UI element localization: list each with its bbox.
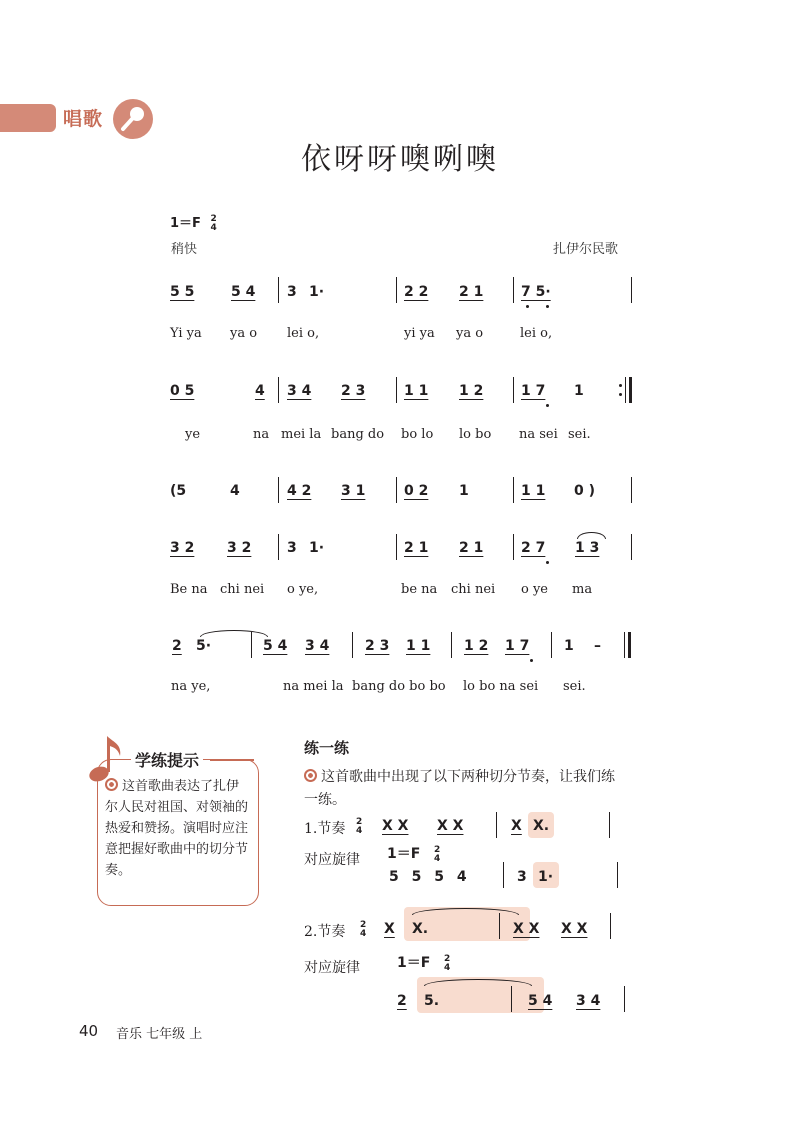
page-number: 40	[79, 1022, 99, 1040]
final-barline	[629, 377, 632, 403]
lyric: o ye,	[287, 582, 319, 597]
barline	[624, 632, 625, 658]
note-group: 2 3	[341, 383, 366, 399]
barline	[352, 632, 353, 658]
barline	[396, 277, 397, 303]
lyric: na ye,	[171, 679, 211, 694]
note-group: 3 4	[305, 638, 330, 654]
barline	[499, 913, 500, 939]
lyric: bang do	[331, 427, 385, 442]
lyric: sei.	[568, 427, 591, 442]
repeat-dot	[619, 393, 622, 396]
note-group: 1 1	[404, 383, 429, 399]
barline	[251, 632, 252, 658]
lyric: lo bo na sei	[463, 679, 539, 694]
note-group: 2 1	[404, 540, 429, 556]
time-bottom: 4	[360, 929, 367, 939]
barline	[625, 377, 626, 403]
lyric: lei o,	[520, 326, 553, 341]
low-octave-dot	[546, 305, 549, 308]
note-group: 1 7	[521, 383, 546, 399]
note: 1	[574, 383, 584, 399]
note-group: 5 4	[263, 638, 288, 654]
rhythm: X	[384, 921, 395, 937]
barline	[513, 377, 514, 403]
rhythm-label-2: 2.节奏	[304, 924, 346, 940]
low-octave-dot	[546, 404, 549, 407]
note: 0 5	[170, 383, 195, 399]
key: 1＝F	[387, 846, 421, 862]
lyric: lo bo	[459, 427, 492, 442]
lyric: be na	[401, 582, 438, 597]
note-group: 5 5	[170, 284, 195, 300]
composer: 扎伊尔民歌	[553, 242, 619, 257]
lyric: ya o	[230, 326, 258, 341]
lyric: na mei la	[283, 679, 344, 694]
lyric: na	[253, 427, 270, 442]
key: 1＝F	[397, 955, 431, 971]
barline	[451, 632, 452, 658]
lyric: o ye	[521, 582, 548, 597]
note: 0 )	[574, 483, 596, 499]
tips-divider	[210, 759, 254, 761]
note: 1	[564, 638, 574, 654]
note-group: 3 2	[170, 540, 195, 556]
lyric: na sei	[519, 427, 558, 442]
note-group: 2 7	[521, 540, 546, 556]
lyric: yi ya	[404, 326, 435, 341]
section-tab-bar	[0, 104, 56, 132]
section-label: 唱歌	[63, 108, 104, 130]
sustain-dash: –	[594, 638, 601, 654]
barline	[513, 277, 514, 303]
time-bottom: 4	[356, 826, 363, 836]
lyric: Yi ya	[170, 326, 202, 341]
time-signature	[356, 818, 362, 836]
lyric: bang do bo bo	[352, 679, 446, 694]
time-signature	[434, 846, 440, 864]
rhythm: X.	[533, 818, 550, 834]
tips-title: 学练提示	[131, 748, 203, 771]
melody-label-2: 对应旋律	[304, 960, 360, 976]
time-bottom: 4	[434, 854, 441, 864]
note-group: 1 2	[459, 383, 484, 399]
note-group: 1 3	[575, 540, 600, 556]
barline	[278, 534, 279, 560]
low-octave-dot	[546, 561, 549, 564]
time-top: 2	[360, 920, 367, 930]
barline	[631, 534, 632, 560]
lyric: ya o	[456, 326, 484, 341]
time-top: 2	[434, 845, 441, 855]
melody: 5 5 5 4	[389, 869, 467, 885]
note: 3	[287, 284, 297, 300]
rhythm: X.	[412, 921, 429, 937]
barline	[503, 862, 504, 888]
note-group	[170, 383, 194, 399]
melody: 5.	[424, 993, 440, 1009]
note-group: 2 1	[459, 540, 484, 556]
melody: 3 4	[576, 993, 601, 1009]
barline	[610, 913, 611, 939]
tie-slur	[577, 532, 606, 539]
note: 2	[172, 638, 182, 654]
barline	[551, 632, 552, 658]
final-barline	[628, 632, 631, 658]
note-group: 1 1	[406, 638, 431, 654]
key: 1＝F	[170, 216, 201, 231]
time-bottom: 4	[444, 963, 451, 973]
note: 1	[459, 483, 469, 499]
note: (5	[170, 483, 187, 499]
lyric: ye	[185, 427, 201, 442]
note-group: 3 2	[227, 540, 252, 556]
note: 1·	[309, 284, 325, 300]
barline	[396, 477, 397, 503]
barline	[396, 377, 397, 403]
key-signature	[170, 212, 217, 233]
low-octave-dot	[530, 659, 533, 662]
rhythm: X X	[382, 818, 409, 834]
rhythm: X	[511, 818, 522, 834]
barline	[278, 477, 279, 503]
note: 4	[255, 383, 265, 399]
barline	[511, 986, 512, 1012]
rhythm-label-1: 1.节奏	[304, 821, 346, 837]
barline	[609, 812, 610, 838]
note-group: 2 1	[459, 284, 484, 300]
time-signature	[210, 215, 216, 233]
barline	[617, 862, 618, 888]
time-bottom: 4	[210, 222, 217, 233]
note: 1·	[309, 540, 325, 556]
note-group: 1 7	[505, 638, 530, 654]
book-title: 音乐 七年级 上	[116, 1027, 203, 1042]
bullet-icon	[105, 778, 118, 791]
lyric: lei o,	[287, 326, 320, 341]
repeat-dot	[619, 384, 622, 387]
tips-text	[105, 776, 251, 881]
practice-desc-text: 这首歌曲中出现了以下两种切分节奏，让我们练一练。	[304, 769, 615, 808]
rhythm: X X	[437, 818, 464, 834]
lyric: chi nei	[220, 582, 265, 597]
time-top: 2	[210, 213, 217, 224]
barline	[631, 477, 632, 503]
lyric: Be na	[170, 582, 208, 597]
lyric: bo lo	[401, 427, 434, 442]
tie-slur	[412, 908, 519, 915]
note: 4	[230, 483, 240, 499]
lyric: ma	[572, 582, 593, 597]
low-octave-dot	[526, 305, 529, 308]
note-group: 2 3	[365, 638, 390, 654]
note-group: 2 2	[404, 284, 429, 300]
barline	[513, 534, 514, 560]
melody: 1·	[538, 869, 554, 885]
barline	[278, 277, 279, 303]
time-top: 2	[356, 817, 363, 827]
song-title: 依呀呀噢咧噢	[301, 142, 499, 177]
tie-slur	[424, 979, 532, 986]
barline	[278, 377, 279, 403]
melody: 2	[397, 993, 407, 1009]
lyric: sei.	[563, 679, 586, 694]
note: 3	[287, 540, 297, 556]
practice-desc	[304, 766, 624, 812]
time-signature	[444, 955, 450, 973]
note-group: 3 4	[287, 383, 312, 399]
barline	[513, 477, 514, 503]
note: 5·	[196, 638, 212, 654]
time-signature	[360, 921, 366, 939]
lyric: chi nei	[451, 582, 496, 597]
melody: 3	[517, 869, 527, 885]
barline	[396, 534, 397, 560]
barline	[631, 277, 632, 303]
rhythm: X X	[561, 921, 588, 937]
note-group: 1 2	[464, 638, 489, 654]
note-group: 1 1	[521, 483, 546, 499]
note-group: 5 4	[231, 284, 256, 300]
practice-title: 练一练	[304, 739, 350, 757]
tie-slur	[200, 630, 268, 637]
melody: 5 4	[528, 993, 553, 1009]
note-group: 0 2	[404, 483, 429, 499]
melody-label-1: 对应旋律	[304, 852, 360, 868]
lyric: mei la	[281, 427, 322, 442]
time-top: 2	[444, 954, 451, 964]
barline	[624, 986, 625, 1012]
note-group: 7 5·	[521, 284, 551, 300]
note-group: 3 1	[341, 483, 366, 499]
rhythm: X X	[513, 921, 540, 937]
bullet-icon	[304, 769, 317, 782]
barline	[496, 812, 497, 838]
tips-body: 这首歌曲表达了扎伊尔人民对祖国、对领袖的热爱和赞扬。演唱时应注意把握好歌曲中的切分节奏。	[105, 779, 249, 878]
note-group: 4 2	[287, 483, 312, 499]
tempo-marking: 稍快	[171, 242, 198, 257]
